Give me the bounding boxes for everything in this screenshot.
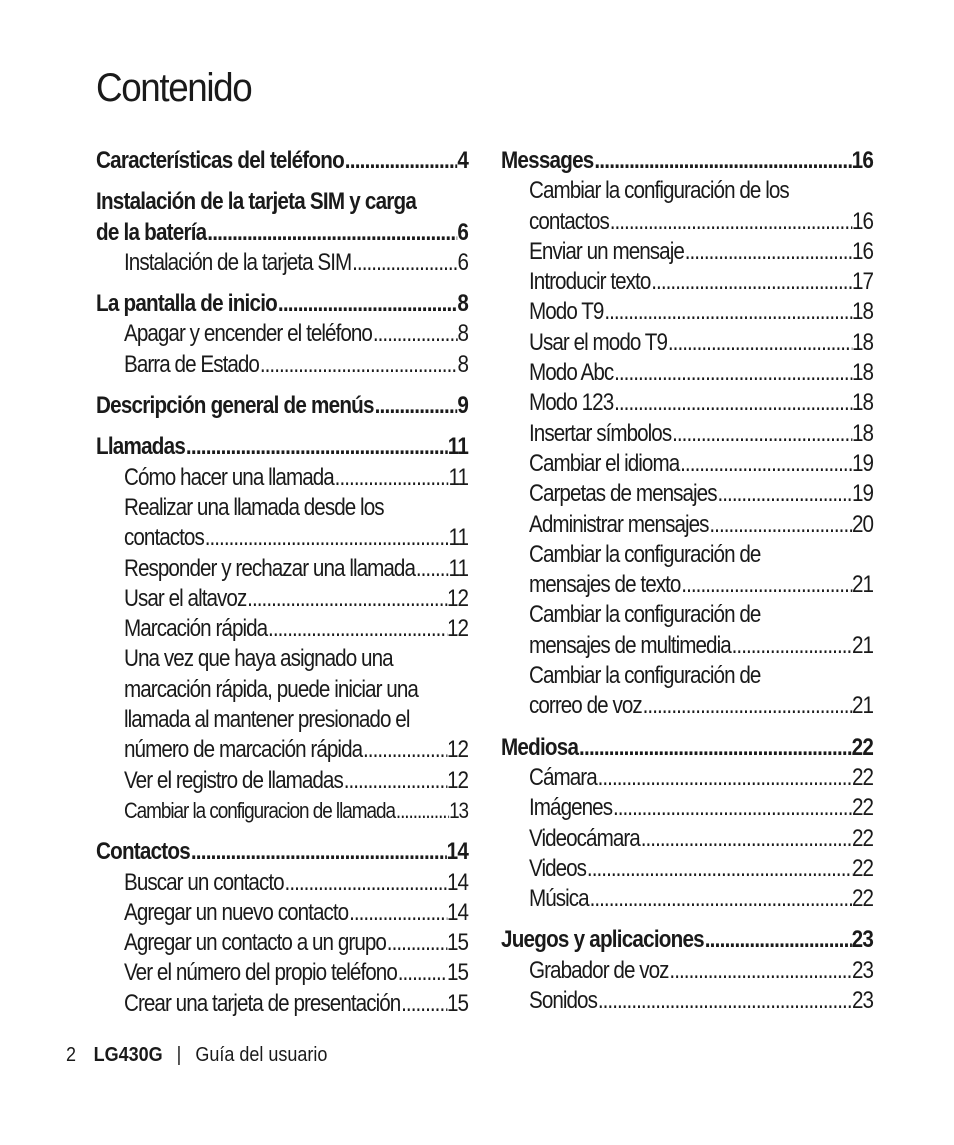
toc-subsection-title-line	[96, 675, 468, 705]
toc-section-entry[interactable]	[96, 837, 468, 867]
toc-subsection-row	[501, 297, 873, 327]
toc-subsection-row	[96, 928, 468, 958]
toc-subsection-entry[interactable]	[529, 793, 873, 823]
toc-subsection-row	[96, 958, 468, 988]
toc-page-number: 4	[457, 147, 469, 174]
toc-subsection-title-text: Cambiar la configuración de	[529, 662, 761, 690]
toc-subsection-entry[interactable]	[529, 631, 873, 661]
toc-subsection-entry[interactable]	[124, 928, 468, 958]
toc-entry-title: Cámara	[529, 763, 597, 791]
toc-leader-dots	[344, 146, 457, 176]
toc-subsection-title-line	[501, 540, 873, 570]
toc-section	[96, 391, 468, 421]
toc-section-entry[interactable]	[96, 289, 468, 319]
toc-section	[501, 146, 873, 722]
toc-leader-dots	[204, 523, 449, 553]
toc-section-entry[interactable]	[501, 146, 873, 176]
toc-subsection-row	[501, 510, 873, 540]
toc-subsection-entry[interactable]	[529, 986, 873, 1016]
toc-entry-title: Buscar un contacto	[124, 868, 284, 896]
toc-subsection-row	[501, 824, 873, 854]
toc-subsection-entry[interactable]	[124, 868, 468, 898]
toc-subsection-entry[interactable]	[124, 523, 468, 553]
toc-subsection-row	[501, 986, 873, 1016]
toc-entry-title: Mediosa	[501, 733, 579, 761]
toc-page-number: 21	[851, 571, 874, 599]
toc-subsection-row	[96, 898, 468, 928]
toc-page-number: 22	[851, 794, 874, 822]
toc-page-number: 15	[446, 929, 469, 957]
toc-leader-dots	[348, 898, 447, 928]
toc-leader-dots	[259, 350, 458, 380]
toc-subsection-entry[interactable]	[529, 510, 873, 540]
toc-section-row	[501, 146, 873, 176]
toc-leader-dots	[669, 956, 852, 986]
toc-leader-dots	[415, 554, 449, 584]
toc-entry-title: Crear una tarjeta de presentación	[124, 989, 401, 1017]
toc-subsection-row	[501, 388, 873, 418]
toc-section	[96, 187, 468, 278]
toc-entry-title: correo de voz	[529, 692, 642, 720]
toc-section-entry[interactable]	[96, 218, 468, 248]
toc-subsection-entry[interactable]	[529, 267, 873, 297]
toc-entry-title: mensajes de multimedia	[529, 631, 731, 659]
toc-page-number: 21	[851, 692, 874, 720]
toc-entry-title: Ver el número del propio teléfono	[124, 959, 397, 987]
toc-page-number: 23	[851, 926, 874, 954]
toc-page-number: 13	[449, 797, 469, 823]
toc-leader-dots	[671, 419, 852, 449]
toc-entry-title: Administrar mensajes	[529, 510, 709, 538]
toc-subsection-row	[501, 793, 873, 823]
toc-page-number: 22	[851, 733, 874, 761]
toc-subsection-entry[interactable]	[529, 207, 873, 237]
toc-page-number: 12	[446, 766, 469, 794]
toc-page-number: 12	[446, 584, 469, 612]
toc-subsection-title-text: Una vez que haya asignado una	[124, 645, 393, 673]
toc-entry-title: Barra de Estado	[124, 350, 259, 378]
toc-subsection-entry[interactable]	[529, 854, 873, 884]
toc-subsection-entry[interactable]	[124, 350, 468, 380]
toc-section	[96, 837, 468, 1019]
toc-page-number: 20	[851, 510, 874, 538]
toc-section-entry[interactable]	[96, 432, 468, 462]
toc-page-number: 22	[851, 885, 874, 913]
toc-subsection-row	[501, 328, 873, 358]
toc-subsection-entry[interactable]	[124, 766, 468, 796]
toc-entry-title: Usar el modo T9	[529, 328, 668, 356]
toc-section-entry[interactable]	[501, 733, 873, 763]
toc-subsection-row	[96, 614, 468, 644]
toc-entry-title: La pantalla de inicio	[96, 290, 278, 318]
toc-entry-title: Introducir texto	[529, 268, 651, 296]
toc-subsection-row	[96, 319, 468, 349]
toc-subsection-entry[interactable]	[529, 328, 873, 358]
toc-page-number: 15	[446, 989, 469, 1017]
toc-subsection-title-text: Cambiar la configuración de	[529, 601, 761, 629]
toc-subsection-entry[interactable]	[124, 463, 468, 493]
toc-leader-dots	[613, 388, 852, 418]
toc-subsection-title-text: Cambiar la configuración de los	[529, 177, 789, 205]
toc-subsection-entry[interactable]	[124, 958, 468, 988]
toc-subsection-entry[interactable]	[124, 735, 468, 765]
toc-leader-dots	[374, 391, 458, 421]
toc-entry-title: Sonidos	[529, 987, 597, 1015]
toc-page-number: 8	[457, 290, 469, 318]
toc-subsection-entry[interactable]	[529, 691, 873, 721]
toc-entry-title: Llamadas	[96, 433, 186, 461]
toc-page-number: 8	[457, 350, 469, 378]
toc-leader-dots	[667, 328, 852, 358]
toc-leader-dots	[704, 925, 852, 955]
toc-subsection-title-text: llamada al mantener presionado el	[124, 706, 410, 734]
toc-leader-dots	[206, 218, 457, 248]
toc-leader-dots	[397, 958, 447, 988]
toc-subsection-row	[96, 248, 468, 278]
toc-page-number: 14	[446, 838, 469, 866]
toc-page-number: 14	[446, 868, 469, 896]
toc-leader-dots	[709, 510, 852, 540]
toc-entry-title: Agregar un contacto a un grupo	[124, 929, 386, 957]
toc-subsection-row	[501, 449, 873, 479]
toc-entry-title: de la batería	[96, 218, 207, 246]
toc-entry-title: número de marcación rápida	[124, 736, 363, 764]
toc-section-title-line	[96, 187, 468, 217]
toc-subsection-row	[96, 796, 468, 826]
toc-page-number: 18	[851, 298, 874, 326]
toc-subsection-title-line	[501, 176, 873, 206]
toc-leader-dots	[400, 989, 447, 1019]
toc-subsection-row	[501, 570, 873, 600]
toc-leader-dots	[717, 479, 852, 509]
toc-entry-title: Ver el registro de llamadas	[124, 766, 343, 794]
toc-section-row	[96, 146, 468, 176]
toc-page-number: 16	[851, 237, 874, 265]
toc-subsection-row	[501, 237, 873, 267]
toc-subsection-entry[interactable]	[529, 479, 873, 509]
toc-subsection-title-text: Cambiar la configuración de	[529, 540, 761, 568]
toc-leader-dots	[612, 793, 852, 823]
toc-leader-dots	[395, 796, 449, 826]
toc-entry-title: Marcación rápida	[124, 615, 268, 643]
toc-leader-dots	[589, 884, 852, 914]
toc-subsection-title-line	[96, 644, 468, 674]
toc-entry-title: contactos	[124, 524, 204, 552]
toc-subsection-row	[501, 854, 873, 884]
page-title: Contenido	[96, 66, 252, 110]
toc-page-number: 18	[851, 389, 874, 417]
toc-page-number: 19	[851, 449, 874, 477]
toc-subsection-row	[501, 267, 873, 297]
toc-leader-dots	[642, 691, 852, 721]
toc-subsection-row	[501, 207, 873, 237]
toc-subsection-entry[interactable]	[124, 554, 468, 584]
toc-subsection-row	[501, 956, 873, 986]
toc-subsection-entry[interactable]	[529, 297, 873, 327]
toc-page-number: 11	[448, 554, 469, 582]
toc-entry-title: Apagar y encender el teléfono	[124, 320, 372, 348]
toc-column-left	[96, 146, 468, 1030]
toc-page-number: 19	[851, 480, 874, 508]
toc-entry-title: Insertar símbolos	[529, 419, 672, 447]
toc-leader-dots	[578, 733, 851, 763]
toc-entry-title: Instalación de la tarjeta SIM	[124, 248, 352, 276]
toc-entry-title: contactos	[529, 207, 609, 235]
toc-subsection-entry[interactable]	[529, 956, 873, 986]
toc-subsection-entry[interactable]	[124, 989, 468, 1019]
toc-subsection-row	[501, 479, 873, 509]
toc-entry-title: Messages	[501, 147, 594, 174]
toc-entry-title: Responder y rechazar una llamada	[124, 554, 415, 582]
toc-entry-title: mensajes de texto	[529, 571, 681, 599]
toc-subsection-title-line	[501, 661, 873, 691]
toc-section	[501, 925, 873, 1016]
toc-leader-dots	[246, 584, 447, 614]
toc-page-number: 18	[851, 328, 874, 356]
toc-page-number: 14	[446, 898, 469, 926]
footer-guide-title: Guía del usuario	[195, 1044, 328, 1066]
toc-section	[96, 289, 468, 380]
toc-leader-dots	[386, 928, 447, 958]
toc-page-number: 11	[448, 463, 469, 491]
toc-page-number: 9	[457, 392, 469, 420]
toc-page-number: 6	[457, 218, 469, 246]
toc-subsection-entry[interactable]	[124, 796, 468, 826]
toc-subsection-entry[interactable]	[124, 248, 468, 278]
toc-leader-dots	[603, 297, 852, 327]
toc-leader-dots	[343, 766, 447, 796]
toc-entry-title: Enviar un mensaje	[529, 237, 684, 265]
toc-page-number: 16	[851, 207, 874, 235]
toc-section-row	[501, 733, 873, 763]
toc-subsection-entry[interactable]	[529, 237, 873, 267]
toc-subsection-entry[interactable]	[529, 358, 873, 388]
toc-subsection-row	[501, 691, 873, 721]
toc-leader-dots	[597, 763, 852, 793]
toc-entry-title: Cambiar el idioma	[529, 449, 680, 477]
footer-page-number: 2	[66, 1044, 77, 1066]
toc-page-number: 12	[446, 615, 469, 643]
toc-subsection-entry[interactable]	[529, 570, 873, 600]
toc-entry-title: Cómo hacer una llamada	[124, 463, 334, 491]
toc-leader-dots	[680, 570, 852, 600]
toc-entry-title: Modo Abc	[529, 359, 614, 387]
toc-section-row	[96, 391, 468, 421]
toc-page-number: 12	[446, 736, 469, 764]
toc-leader-dots	[640, 824, 852, 854]
toc-subsection-row	[501, 358, 873, 388]
toc-leader-dots	[593, 146, 851, 176]
toc-subsection-row	[96, 350, 468, 380]
toc-subsection-entry[interactable]	[529, 763, 873, 793]
toc-leader-dots	[609, 207, 852, 237]
toc-subsection-entry[interactable]	[124, 319, 468, 349]
toc-page-number: 11	[447, 433, 469, 461]
toc-leader-dots	[190, 837, 447, 867]
toc-leader-dots	[650, 267, 852, 297]
toc-leader-dots	[267, 614, 447, 644]
toc-entry-title: Usar el altavoz	[124, 584, 247, 612]
toc-entry-title: Música	[529, 885, 589, 913]
toc-subsection-title-text: Realizar una llamada desde los	[124, 493, 384, 521]
toc-section	[501, 733, 873, 915]
toc-section-entry[interactable]	[96, 391, 468, 421]
toc-subsection-row	[501, 631, 873, 661]
toc-section-entry[interactable]	[96, 146, 468, 176]
toc-subsection-entry[interactable]	[529, 824, 873, 854]
toc-entry-title: Juegos y aplicaciones	[501, 926, 704, 954]
toc-column-right	[501, 146, 873, 1027]
toc-subsection-row	[96, 523, 468, 553]
toc-subsection-entry[interactable]	[529, 388, 873, 418]
toc-leader-dots	[597, 986, 852, 1016]
toc-subsection-title-line	[501, 600, 873, 630]
toc-subsection-title-text: marcación rápida, puede iniciar una	[124, 675, 418, 703]
toc-subsection-row	[501, 884, 873, 914]
toc-subsection-entry[interactable]	[124, 898, 468, 928]
toc-subsection-row	[501, 419, 873, 449]
toc-leader-dots	[613, 358, 852, 388]
toc-leader-dots	[362, 735, 447, 765]
toc-entry-title: Características del teléfono	[96, 147, 344, 174]
toc-entry-title: Videocámara	[529, 824, 640, 852]
toc-section-row	[501, 925, 873, 955]
toc-entry-title: Carpetas de mensajes	[529, 480, 717, 508]
toc-entry-title: Imágenes	[529, 794, 613, 822]
toc-entry-title: Contactos	[96, 838, 190, 866]
footer-model: LG430G	[93, 1044, 163, 1066]
toc-section-row	[96, 218, 468, 248]
toc-subsection-row	[96, 766, 468, 796]
toc-section-title-text: Instalación de la tarjeta SIM y carga	[96, 188, 417, 216]
toc-leader-dots	[284, 868, 447, 898]
toc-entry-title: Grabador de voz	[529, 956, 669, 984]
toc-leader-dots	[679, 449, 852, 479]
toc-subsection-row	[96, 735, 468, 765]
toc-subsection-entry[interactable]	[124, 584, 468, 614]
toc-subsection-row	[96, 463, 468, 493]
toc-section-entry[interactable]	[501, 925, 873, 955]
toc-entry-title: Agregar un nuevo contacto	[124, 898, 349, 926]
toc-entry-title: Modo 123	[529, 389, 614, 417]
toc-section-row	[96, 432, 468, 462]
toc-subsection-entry[interactable]	[529, 884, 873, 914]
toc-page-number: 15	[446, 959, 469, 987]
toc-section-row	[96, 289, 468, 319]
toc-leader-dots	[731, 631, 852, 661]
toc-entry-title: Videos	[529, 854, 587, 882]
toc-subsection-row	[96, 989, 468, 1019]
toc-page-number: 18	[851, 359, 874, 387]
toc-page-number: 21	[851, 631, 874, 659]
toc-subsection-row	[501, 763, 873, 793]
toc-entry-title: Cambiar la configuracion de llamada	[124, 797, 395, 823]
toc-subsection-title-line	[96, 493, 468, 523]
toc-section-row	[96, 837, 468, 867]
toc-page-number: 22	[851, 854, 874, 882]
toc-leader-dots	[684, 237, 852, 267]
toc-page-number: 22	[851, 824, 874, 852]
toc-leader-dots	[334, 463, 449, 493]
toc-page-number: 23	[851, 956, 874, 984]
page-footer	[66, 1044, 327, 1067]
toc-leader-dots	[351, 248, 457, 278]
footer-separator: |	[176, 1044, 182, 1066]
toc-subsection-row	[96, 554, 468, 584]
toc-page-number: 16	[851, 147, 874, 174]
toc-subsection-entry[interactable]	[124, 614, 468, 644]
toc-page-number: 23	[851, 987, 874, 1015]
toc-page-number: 8	[457, 320, 469, 348]
toc-page-number: 6	[457, 248, 469, 276]
toc-section	[96, 432, 468, 826]
toc-leader-dots	[372, 319, 458, 349]
toc-subsection-row	[96, 584, 468, 614]
toc-subsection-title-line	[96, 705, 468, 735]
toc-page-number: 11	[448, 524, 469, 552]
toc-page-number: 18	[851, 419, 874, 447]
toc-leader-dots	[185, 432, 448, 462]
toc-subsection-entry[interactable]	[529, 449, 873, 479]
toc-subsection-row	[96, 868, 468, 898]
toc-entry-title: Modo T9	[529, 298, 604, 326]
toc-leader-dots	[277, 289, 457, 319]
toc-page-number: 17	[851, 268, 874, 296]
toc-page-number: 22	[851, 763, 874, 791]
toc-section	[96, 146, 468, 176]
toc-leader-dots	[586, 854, 852, 884]
toc-subsection-entry[interactable]	[529, 419, 873, 449]
toc-entry-title: Descripción general de menús	[96, 392, 374, 420]
